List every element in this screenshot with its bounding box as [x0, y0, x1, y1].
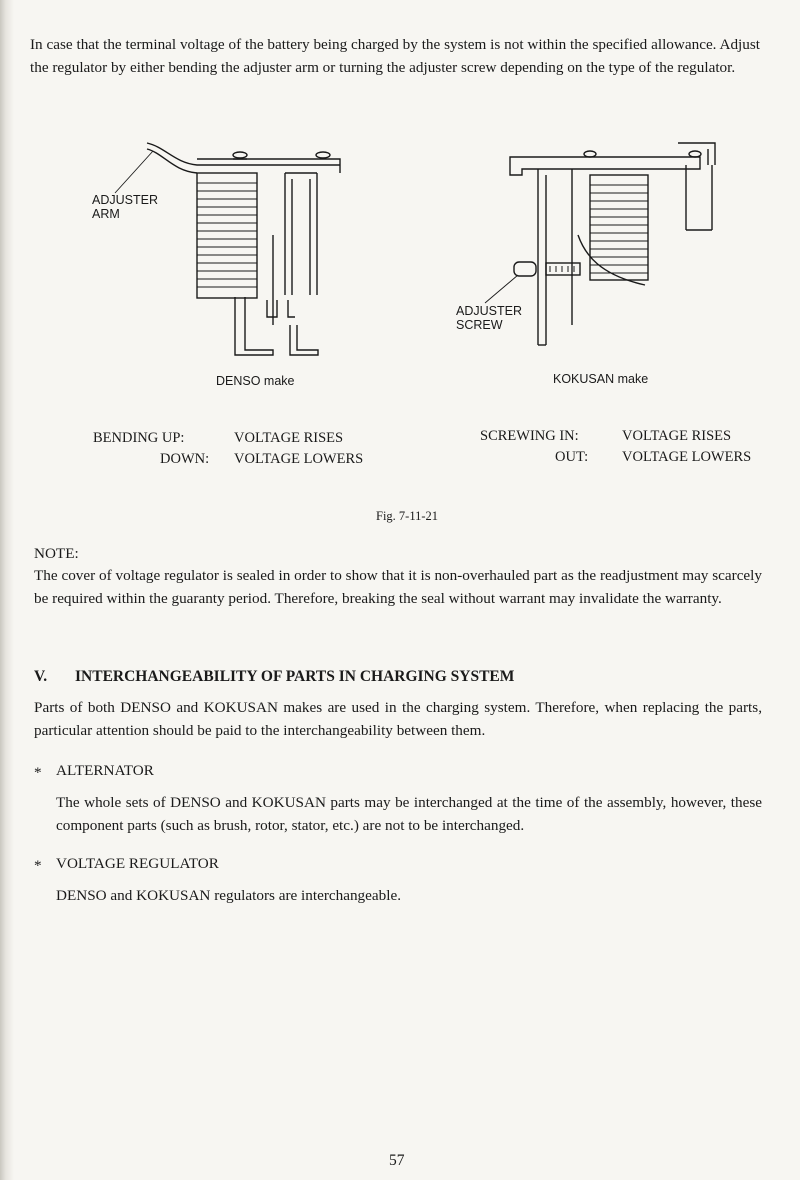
denso-row-down-key: DOWN: [160, 451, 210, 467]
note-heading: NOTE: [34, 545, 79, 562]
section-title: INTERCHANGEABILITY OF PARTS IN CHARGING SYSTEM [75, 668, 515, 685]
adjuster-screw-label: ADJUSTER SCREW [456, 304, 522, 332]
kokusan-row-in-value: VOLTAGE RISES [622, 428, 732, 444]
denso-regulator-diagram [85, 135, 360, 365]
alternator-title: ALTERNATOR [56, 762, 154, 779]
intro-paragraph: In case that the terminal voltage of the battery being charged by the system is not within the specified allowance. Adjust the regulator by either bending the adjuster arm or turning the adjuster screw depending on the type of the regulator. [30, 36, 760, 76]
section-number: V. [34, 668, 48, 685]
kokusan-row-out-value: VOLTAGE LOWERS [622, 449, 752, 465]
denso-row-up-value: VOLTAGE RISES [234, 430, 344, 446]
regulator-body: DENSO and KOKUSAN regulators are interchangeable. [56, 887, 401, 904]
denso-row-down-value: VOLTAGE LOWERS [234, 451, 364, 467]
adjuster-arm-label: ADJUSTER ARM [92, 193, 158, 221]
denso-caption: DENSO make [216, 374, 295, 388]
scan-edge [0, 0, 14, 1180]
kokusan-row-in-key: SCREWING IN: [480, 428, 579, 444]
kokusan-caption: KOKUSAN make [553, 372, 649, 386]
kokusan-row-out-key: OUT: [555, 449, 589, 465]
section-intro: Parts of both DENSO and KOKUSAN makes are used in the charging system. Therefore, when replacing the parts, particular attention should be paid to the interchangeability between them. [34, 699, 762, 739]
note-body: The cover of voltage regulator is sealed in order to show that it is non-overhauled part as the readjustment may scarcely be required within the guaranty period. Therefore, breaking the seal without warrant may invalidate the warranty. [34, 567, 762, 607]
figure-caption: Fig. 7-11-21 [376, 509, 439, 523]
regulator-bullet: * [34, 857, 42, 874]
page-number: 57 [389, 1152, 405, 1169]
alternator-body: The whole sets of DENSO and KOKUSAN parts may be interchanged at the time of the assembly, however, these component parts (such as brush, rotor, stator, etc.) are not to be interchanged. [56, 794, 762, 834]
regulator-title: VOLTAGE REGULATOR [56, 855, 219, 872]
alternator-bullet: * [34, 764, 42, 781]
denso-row-up-key: BENDING UP: [93, 430, 185, 446]
